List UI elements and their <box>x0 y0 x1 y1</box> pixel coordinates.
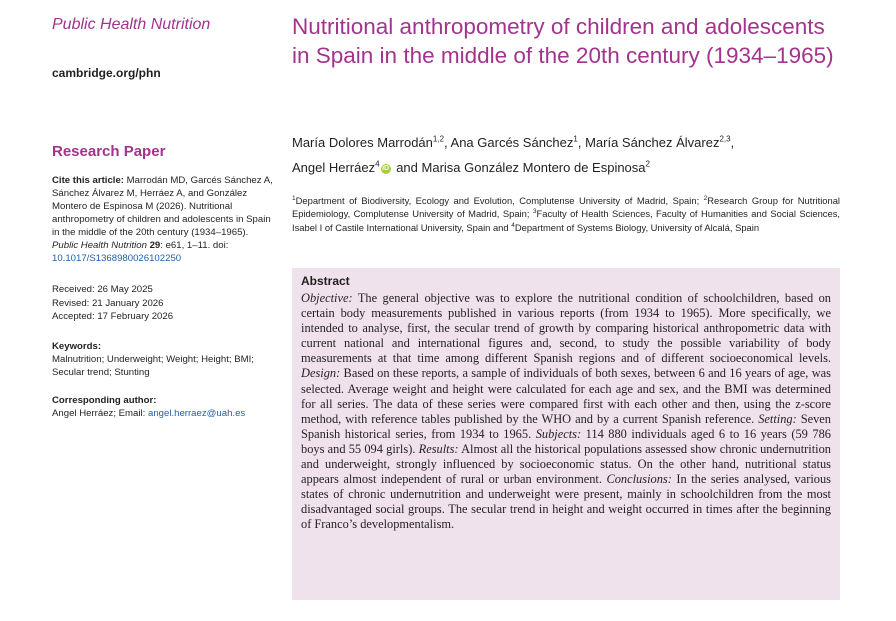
paper-type: Research Paper <box>52 143 166 160</box>
keywords <box>52 340 272 379</box>
citation-volume: 29 <box>149 240 161 251</box>
citation-text: Marrodán MD, Garcés Sánchez A, Sánchez Álvarez M, Herráez A, and González Montero de Espinosa M (2026). Nutritional anthropometry of children and adolescents in Spain in the middle of the 20th century (1934–1965). <box>52 175 273 238</box>
author-name[interactable]: Ana Garcés Sánchez <box>450 135 574 150</box>
journal-website[interactable]: cambridge.org/phn <box>52 66 161 80</box>
article-title: Nutritional anthropometry of children and adolescents in Spain in the middle of the 20th century (1934–1965) <box>292 14 834 68</box>
abstract-label: Design: <box>301 366 341 381</box>
accepted-date: Accepted: 17 February 2026 <box>52 311 174 322</box>
citation-journal: Public Health Nutrition <box>52 240 147 251</box>
abstract-label: Conclusions: <box>606 472 672 487</box>
author-list <box>292 130 840 180</box>
abstract-body <box>301 291 831 533</box>
corresponding-author <box>52 394 282 420</box>
author-sep: , <box>730 135 735 150</box>
dates <box>52 283 173 324</box>
author-affil-sup: 1 <box>573 134 578 144</box>
abstract-text: 114 880 individuals aged 6 to 16 years (59 786 boys and 55 094 girls). <box>301 426 831 456</box>
affil-sup: 3 <box>532 208 537 216</box>
affil-sup: 2 <box>703 194 708 202</box>
affil-text: Department of Biodiversity, Ecology and Evolution, Complutense University of Madrid, Spain; <box>295 195 704 206</box>
author-and: and <box>396 160 418 175</box>
abstract-text: In the series analysed, various states of chronic undernutrition and underweight were present, mainly in schoolchildren from the most disadvantaged social groups. The secular trend in height and weight occurred in times after the beginning of Franco’s developmentalism. <box>301 472 831 532</box>
keywords-text: Malnutrition; Underweight; Weight; Height; BMI; Secular trend; Stunting <box>52 354 254 378</box>
author-sep: , <box>444 135 451 150</box>
affil-sup: 4 <box>511 221 515 229</box>
abstract-label: Subjects: <box>535 426 582 441</box>
citation-label: Cite this article: <box>52 175 124 186</box>
corresponding-label: Corresponding author: <box>52 395 157 406</box>
author-affil-sup: 2 <box>645 159 650 169</box>
abstract-label: Objective: <box>301 291 353 305</box>
author-affil-sup: 4 <box>375 159 380 169</box>
abstract-text: Almost all the historical populations assessed show chronic undernutrition and underweight, strongly influenced by socioeconomic status. On the other hand, nutritional status appears almost independent of rural or urban environment. <box>301 441 831 487</box>
abstract-label: Results: <box>418 441 459 456</box>
abstract-text: The general objective was to explore the nutritional condition of schoolchildren, based on certain body measurements published in various reports (from 1934 to 1965). More specifically, we intended to analyse, first, the secular trend of growth by comparing historical anthropometric data with current national and international figures and, second, to study the possible variability of body measurements at that time among different Spanish regions and of different socioeconomical levels. <box>301 291 831 366</box>
abstract-box <box>292 268 840 600</box>
abstract-text: Based on these reports, a sample of individuals of both sexes, between 6 and 16 years of age, was selected. Average weight and height were calculated for each age and sex, and the BMI was determined for all series. The data of these series were compared first with each other and then, using the z-score method, with reference tables published by the WHO and by a current Spanish reference. <box>301 366 831 426</box>
author-name[interactable]: María Sánchez Álvarez <box>585 135 720 150</box>
revised-date: Revised: 21 January 2026 <box>52 297 164 309</box>
affiliations <box>292 194 840 234</box>
affil-text: Faculty of Health Sciences, Faculty of Humanities and Social Sciences, Isabel I of Castile International University, Spain and <box>292 208 840 233</box>
journal-name: Public Health Nutrition <box>52 16 211 33</box>
corresponding-text: Angel Herráez; Email: <box>52 408 146 419</box>
email-link[interactable]: angel.herraez@uah.es <box>147 408 246 419</box>
abstract-label: Setting: <box>758 411 797 426</box>
doi-link[interactable]: 10.1017/S1368980026102250 <box>52 253 182 264</box>
affil-sup: 1 <box>292 194 296 202</box>
keywords-label: Keywords: <box>52 341 102 352</box>
abstract-heading: Abstract <box>301 274 350 288</box>
affil-text: Research Group for Nutritional Epidemiology, Complutense University of Madrid, Spain; <box>292 195 840 220</box>
citation-pages: : e61, 1–11. doi: <box>160 240 229 251</box>
abstract-text: Seven Spanish historical series, from 1934 to 1965. <box>301 411 831 441</box>
author-name[interactable]: Angel Herráez <box>292 160 376 175</box>
author-sep: , <box>577 135 586 150</box>
citation <box>52 174 276 265</box>
author-affil-sup: 1,2 <box>432 134 445 144</box>
orcid-icon[interactable]: iD <box>382 164 390 172</box>
author-name[interactable]: María Dolores Marrodán <box>292 135 433 150</box>
received-date: Received: 26 May 2025 <box>52 284 153 295</box>
author-affil-sup: 2,3 <box>719 134 731 144</box>
author-name[interactable]: Marisa González Montero de Espinosa <box>421 160 646 175</box>
affil-text: Department of Systems Biology, University of Alcalá, Spain <box>514 221 760 233</box>
